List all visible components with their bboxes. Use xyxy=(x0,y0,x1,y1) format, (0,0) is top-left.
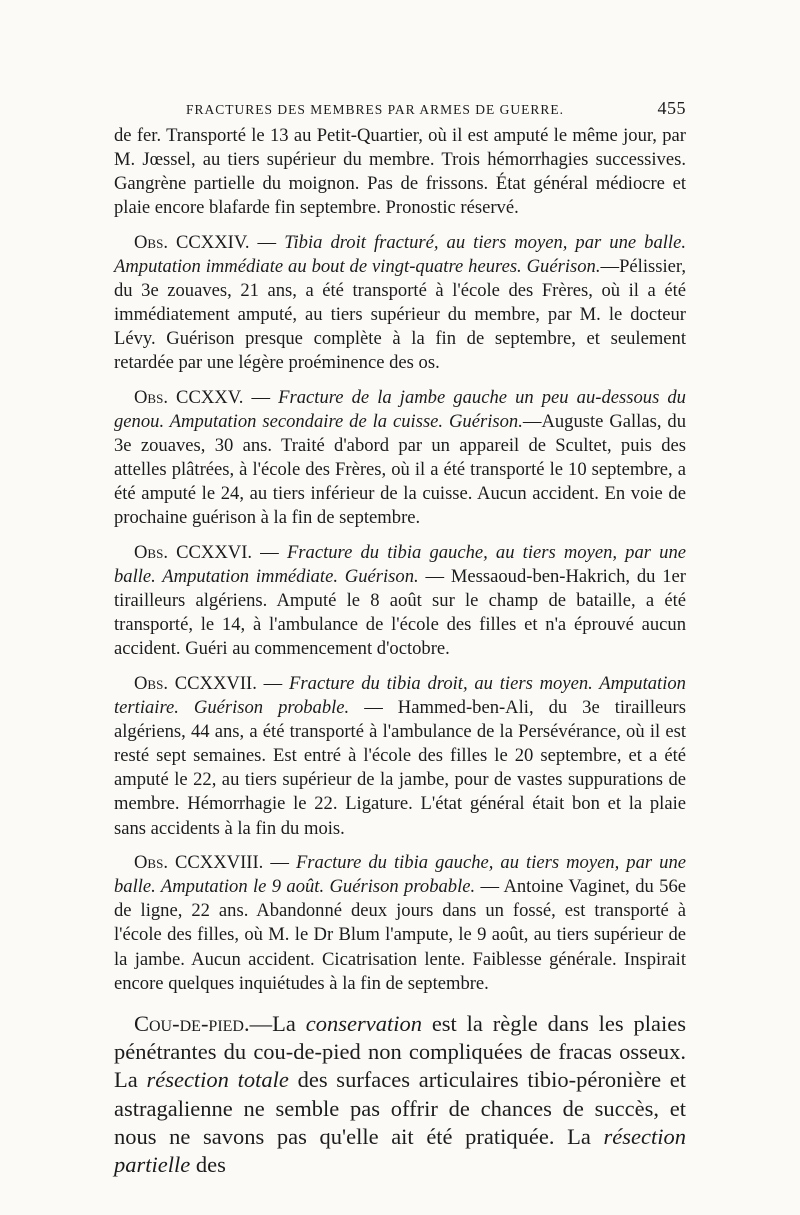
observation-text: —Auguste Gallas, du 3e zouaves, 30 ans. Traité d'abord par un appareil de Scultet, puis des attelles plâtrées, à l'école des Frères, où il a été transporté le 10 septembre, a été amputé le 24, au tiers inférieur de la cuisse. Aucun accident. En voie de prochaine guérison à la fin de septembre. xyxy=(114,411,686,529)
observation-227 xyxy=(114,672,686,841)
section-label: Cou-de-pied. xyxy=(134,1010,250,1036)
running-title: FRACTURES DES MEMBRES PAR ARMES DE GUERRE. xyxy=(186,102,564,117)
running-header xyxy=(186,98,686,119)
section-cou-de-pied xyxy=(114,1010,686,1180)
section-text: est la règle dans les plaies pénétrantes du cou-de-pied non compliquées de fracas osseux. La xyxy=(114,1010,687,1093)
observation-label: Obs. CCXXV. — xyxy=(134,386,271,408)
observation-228 xyxy=(114,851,686,996)
observation-label: Obs. CCXXIV. — xyxy=(134,231,277,253)
observation-title: Tibia droit fracturé, au tiers moyen, par une balle. Amputation immédiate au bout de vingt-quatre heures. Guérison. xyxy=(114,231,686,277)
observation-224 xyxy=(114,231,686,376)
section-emphasis: résection partielle xyxy=(114,1123,686,1178)
observation-text: — Messaoud-ben-Hakrich, du 1er tirailleurs algériens. Amputé le 8 août sur le champ de bataille, a été transporté, le 14, à l'ambulance de l'école des filles et n'a éprouvé aucun accident. Guéri au commencement d'octobre. xyxy=(114,566,686,660)
observation-text: — Hammed-ben-Ali, du 3e tirailleurs algériens, 44 ans, a été transporté à l'ambulance de la Persévérance, où il est resté sept semaines. Est entré à l'école des filles le 20 septembre, et a été amputé le 22, au tiers supérieur de la jambe, pour de vastes suppurations de membre. Hémorrhagie le 22. Ligature. L'état général était bon et la plaie sans accidents à la fin du mois. xyxy=(114,697,686,839)
section-emphasis: résection totale xyxy=(146,1067,289,1093)
section-emphasis: conservation xyxy=(305,1010,422,1036)
observation-label: Obs. CCXXVI. — xyxy=(134,542,279,563)
observation-title: Fracture de la jambe gauche un peu au-dessous du genou. Amputation secondaire de la cuisse. Guérison. xyxy=(114,386,686,433)
section-text: —La xyxy=(249,1010,296,1036)
section-text: des surfaces articulaires tibio-péronière et astragalienne ne semble pas offrir de chances de succès, et nous ne savons pas qu'elle ait été pratiquée. La xyxy=(114,1067,687,1149)
observation-title: Fracture du tibia gauche, au tiers moyen, par une balle. Amputation le 9 août. Guérison probable. xyxy=(114,852,686,898)
section-text: des xyxy=(195,1152,226,1178)
observation-title: Fracture du tibia droit, au tiers moyen. Amputation tertiaire. Guérison probable. xyxy=(114,672,686,719)
observation-title: Fracture du tibia gauche, au tiers moyen, par une balle. Amputation immédiate. Guérison. xyxy=(114,542,687,588)
page-number: 455 xyxy=(657,98,686,118)
text-body xyxy=(114,124,686,1179)
observation-label: Obs. CCXXVIII. — xyxy=(134,852,289,874)
observation-225 xyxy=(114,386,686,531)
observation-label: Obs. CCXXVII. — xyxy=(134,672,283,694)
observation-226 xyxy=(114,541,686,661)
paragraph-continuation: de fer. Transporté le 13 au Petit-Quartier, où il est amputé le même jour, par M. Jœssel, au tiers supérieur du membre. Trois hémorrhagies successives. Gangrène partielle du moignon. Pas de frissons. État général médiocre et plaie encore blafarde fin septembre. Pronostic réservé. xyxy=(114,125,686,219)
observation-text: —Pélissier, du 3e zouaves, 21 ans, a été transporté à l'école des Frères, où il a été immédiatement amputé, au tiers supérieur du membre, par M. le docteur Lévy. Guérison presque complète à la fin de septembre, et seulement retardée par une légère proéminence des os. xyxy=(114,255,686,374)
observation-text: — Antoine Vaginet, du 56e de ligne, 22 ans. Abandonné deux jours dans un fossé, est transporté à l'école des filles, où M. le Dr Blum l'ampute, le 9 août, au tiers supérieur de la jambe. Aucun accident. Cicatrisation lente. Faiblesse générale. Inspirait encore quelques inquiétudes à la fin de septembre. xyxy=(114,876,686,994)
